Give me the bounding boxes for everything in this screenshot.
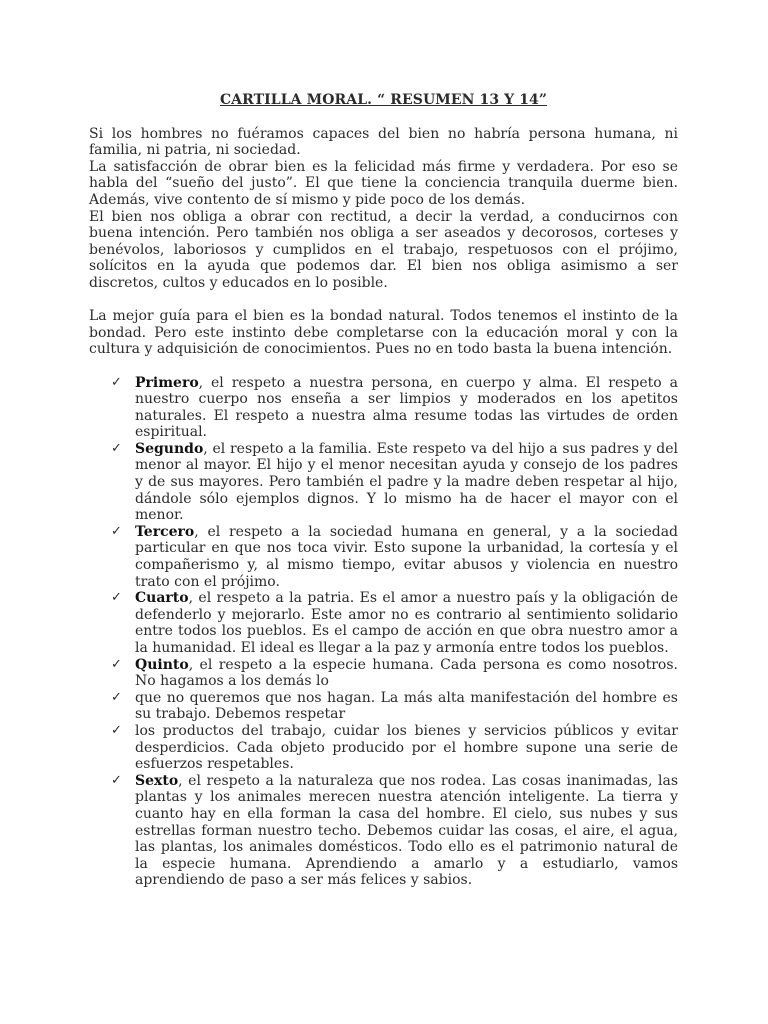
paragraph: La mejor guía para el bien es la bondad natural. Todos tenemos el instinto de la bondad. Pero este instinto debe completarse con la educación moral y con la cultura y adquisición de conocimientos. Pues no en todo basta la buena intención. xyxy=(89,308,678,358)
paragraph: Si los hombres no fuéramos capaces del bien no habría persona humana, ni familia, ni patria, ni sociedad. xyxy=(89,125,678,159)
item-term: Tercero xyxy=(135,523,195,540)
checkmark-icon: ✓ xyxy=(111,523,122,539)
list-item xyxy=(89,773,678,889)
checkmark-icon: ✓ xyxy=(111,440,122,456)
paragraph: La satisfacción de obrar bien es la felicidad más firme y verdadera. Por eso se habla del “sueño del justo”. El que tiene la conciencia tranquila duerme bien. Además, vive contento de sí mismo y pide poco de los demás. xyxy=(89,158,678,208)
paragraph: El bien nos obliga a obrar con rectitud, a decir la verdad, a conducirnos con buena intención. Pero también nos obliga a ser aseados y decorosos, corteses y benévolos, laboriosos y cumplidos en el trabajo, respetuosos con el prójimo, solícitos en la ayuda que podemos dar. El bien nos obliga asimismo a ser discretos, cultos y educados en lo posible. xyxy=(89,208,678,291)
paragraph-spacer xyxy=(89,358,678,375)
list-item xyxy=(89,524,678,590)
document-page xyxy=(89,92,678,889)
virtues-checklist xyxy=(89,375,678,889)
item-term: Sexto xyxy=(135,772,179,789)
item-text: , el respeto a la patria. Es el amor a nuestro país y la obligación de defenderlo y mejorarlo. Este amor no es contrario al sentimiento solidario entre todos los pueblos. Es el campo de acción en que obra nuestro amor a la humanidad. El ideal es llegar a la paz y armonía entre todos los pueblos. xyxy=(135,590,678,656)
item-text: que no queremos que nos hagan. La más alta manifestación del hombre es su trabajo. Debemos respetar xyxy=(135,689,678,723)
list-item xyxy=(89,690,678,723)
list-item xyxy=(89,441,678,524)
list-item xyxy=(89,590,678,656)
checkmark-icon: ✓ xyxy=(111,590,122,606)
item-text: , el respeto a la naturaleza que nos rodea. Las cosas inanimadas, las plantas y los animales merecen nuestra atención inteligente. La tierra y cuanto hay en ella forman la casa del hombre. El cielo, sus nubes y sus estrellas forman nuestro techo. Debemos cuidar las cosas, el aire, el agua, las plantas, los animales domésticos. Todo ello es el patrimonio natural de la especie humana. Aprendiendo a amarlo y a estudiarlo, vamos aprendiendo de paso a ser más felices y sabios. xyxy=(135,772,678,889)
item-text: , el respeto a la familia. Este respeto va del hijo a sus padres y del menor al mayor. El hijo y el menor necesitan ayuda y consejo de los padres y de sus mayores. Pero también el padre y la madre deben respetar al hijo, dándole sólo ejemplos dignos. Y lo mismo ha de hacer el mayor con el menor. xyxy=(135,440,678,524)
item-text: , el respeto a nuestra persona, en cuerpo y alma. El respeto a nuestro cuerpo nos enseña a ser limpios y moderados en los apetitos naturales. El respeto a nuestra alma resume todas las virtudes de orden espiritual. xyxy=(135,374,678,441)
list-item xyxy=(89,723,678,773)
item-term: Segundo xyxy=(135,440,204,457)
list-item xyxy=(89,657,678,690)
checkmark-icon: ✓ xyxy=(111,722,122,738)
checkmark-icon: ✓ xyxy=(111,374,122,390)
item-text: , el respeto a la sociedad humana en general, y a la sociedad particular en que nos toca vivir. Esto supone la urbanidad, la cortesía y el compañerismo y, al mismo tiempo, evitar abusos y violencia en nuestro trato con el prójimo. xyxy=(135,523,678,590)
item-text: los productos del trabajo, cuidar los bienes y servicios públicos y evitar desperdicios. Cada objeto producido por el hombre supone una serie de esfuerzos respetables. xyxy=(135,722,678,773)
item-term: Primero xyxy=(135,374,199,391)
item-term: Quinto xyxy=(135,656,189,673)
item-term: Cuarto xyxy=(135,590,189,607)
checkmark-icon: ✓ xyxy=(111,772,122,788)
checkmark-icon: ✓ xyxy=(111,656,122,672)
paragraph-spacer xyxy=(89,292,678,309)
list-item xyxy=(89,375,678,441)
checkmark-icon: ✓ xyxy=(111,689,122,705)
document-title: CARTILLA MORAL. “ RESUMEN 13 Y 14” xyxy=(219,92,548,108)
item-text: , el respeto a la especie humana. Cada persona es como nosotros. No hagamos a los demás lo xyxy=(135,656,678,690)
